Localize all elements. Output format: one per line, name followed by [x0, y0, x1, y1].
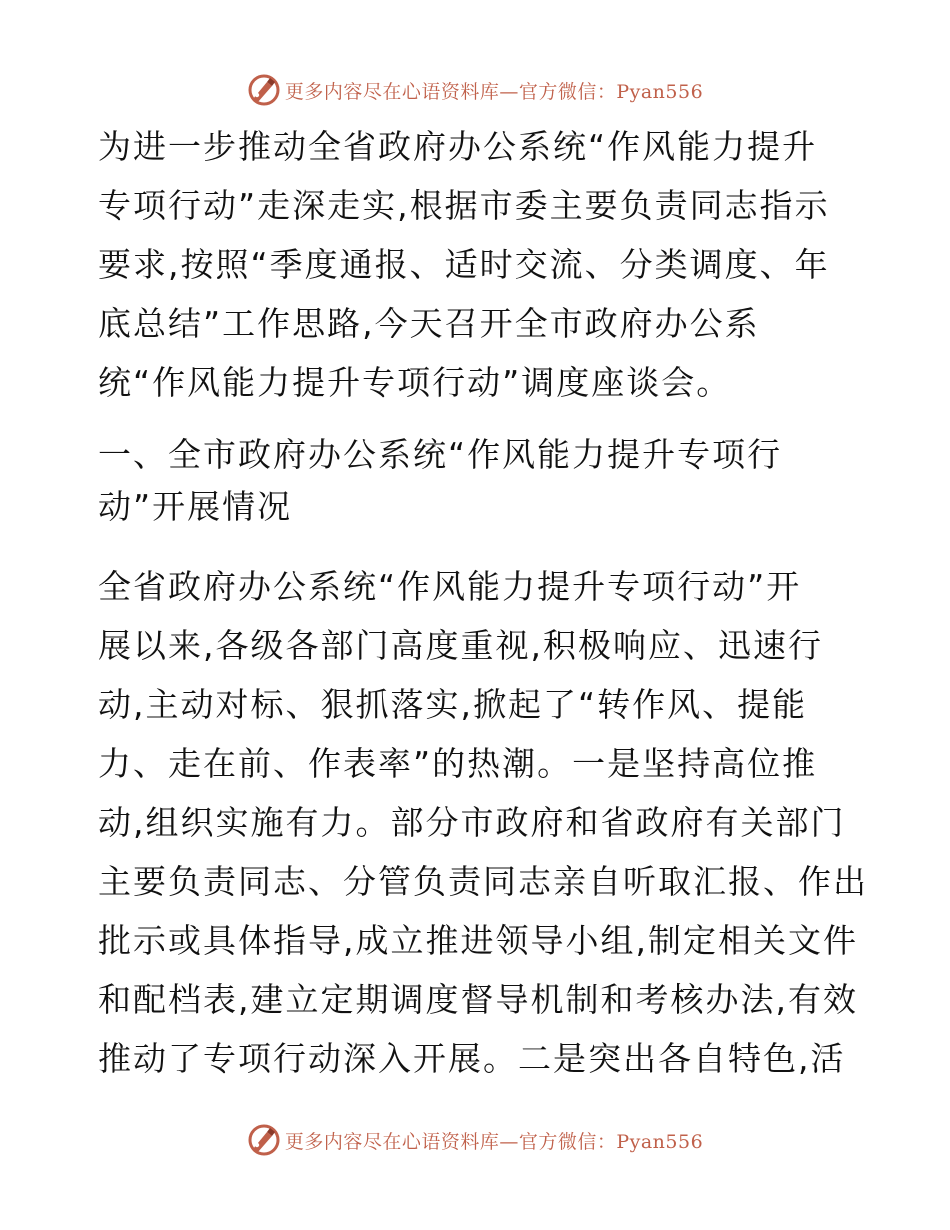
heading-line: 动”开展情况 — [98, 487, 293, 526]
text-line: 统“作风能力提升专项行动”调度座谈会。 — [98, 363, 732, 402]
text-line: 动,主动对标、狠抓落实,掀起了“转作风、提能 — [98, 685, 808, 724]
text-line: 要求,按照“季度通报、适时交流、分类调度、年 — [98, 245, 830, 284]
watermark-header — [0, 70, 950, 110]
text-line: 底总结”工作思路,今天召开全市政府办公系 — [98, 304, 760, 343]
text-line: 推动了专项行动深入开展。二是突出各自特色,活 — [98, 1039, 846, 1078]
text-line: 批示或具体指导,成立推进领导小组,制定相关文件 — [98, 921, 858, 960]
heading-line: 一、全市政府办公系统“作风能力提升专项行 — [98, 435, 783, 474]
text-line: 动,组织实施有力。部分市政府和省政府有关部门 — [98, 803, 846, 842]
text-line: 展以来,各级各部门高度重视,积极响应、迅速行 — [98, 626, 823, 665]
text-line: 主要负责同志、分管负责同志亲自听取汇报、作出 — [98, 862, 868, 901]
watermark-text: 更多内容尽在心语资料库—官方微信：Pyan556 — [284, 1130, 704, 1153]
text-line: 和配档表,建立定期调度督导机制和考核办法,有效 — [98, 980, 858, 1019]
text-line: 力、走在前、作表率”的热潮。一是坚持高位推 — [98, 744, 818, 783]
pen-logo-icon — [247, 73, 281, 107]
text-line: 专项行动”走深走实,根据市委主要负责同志指示 — [98, 186, 830, 225]
watermark-text: 更多内容尽在心语资料库—官方微信：Pyan556 — [284, 80, 704, 103]
watermark-footer — [0, 1120, 950, 1160]
text-line: 为进一步推动全省政府办公系统“作风能力提升 — [98, 127, 818, 166]
pen-logo-icon — [247, 1123, 281, 1157]
text-line: 全省政府办公系统“作风能力提升专项行动”开 — [98, 567, 802, 606]
